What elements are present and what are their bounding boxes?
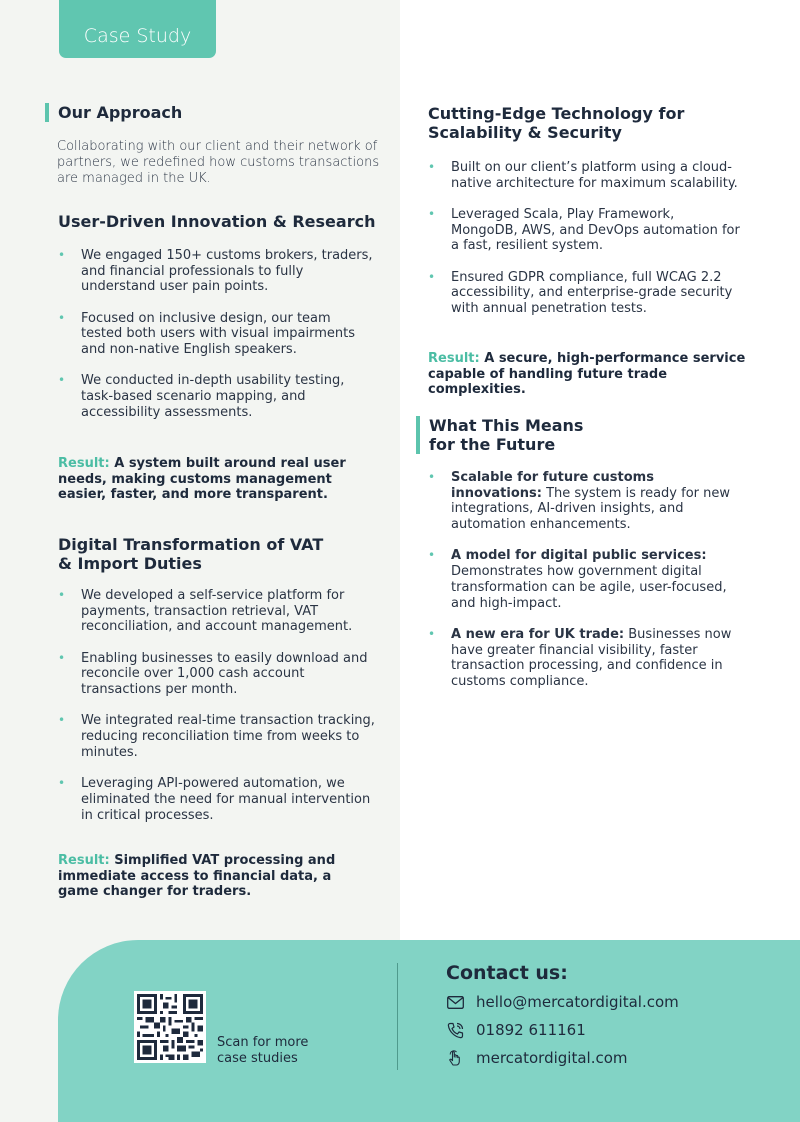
digital-result (58, 853, 358, 900)
future-title-line2: for the Future (429, 435, 556, 454)
tech-result (428, 351, 758, 398)
envelope-icon (446, 993, 464, 1011)
case-study-tag: Case Study (59, 0, 216, 58)
item-bold: A new era for UK trade: (451, 626, 625, 642)
footer-divider (397, 963, 398, 1070)
innovation-bullets (58, 248, 374, 436)
future-list (428, 470, 740, 705)
list-item (428, 548, 740, 611)
digital-title (58, 535, 388, 573)
our-approach-section (45, 103, 385, 122)
list-item: • Leveraging API-powered automation, we eliminated the need for manual intervention in critical processes. (58, 776, 376, 823)
scan-caption (217, 1035, 308, 1066)
website-text[interactable]: mercatordigital.com (476, 1049, 628, 1067)
list-item: • We conducted in-depth usability testing, task-based scenario mapping, and accessibility assessments. (58, 373, 374, 420)
contact-website[interactable] (446, 1049, 628, 1067)
tech-title-line2: Scalability & Security (428, 123, 622, 142)
item-text: Demonstrates how government digital transformation can be agile, user-focused, and high-impact. (451, 564, 727, 611)
list-item: • We integrated real-time transaction tracking, reducing reconciliation time from weeks to minutes. (58, 713, 376, 760)
result-text: A system built around real user needs, making customs management easier, faster, and more transparent. (58, 456, 346, 503)
qr-code[interactable] (134, 991, 206, 1063)
result-text: Simplified VAT processing and immediate access to financial data, a game changer for traders. (58, 853, 336, 900)
list-item: • We engaged 150+ customs brokers, traders, and financial professionals to fully understand user pain points. (58, 248, 374, 295)
tech-bullets (428, 160, 744, 332)
tech-title-line1: Cutting-Edge Technology for (428, 104, 685, 123)
item-bold: A model for digital public services: (451, 548, 707, 564)
our-approach-text: Collaborating with our client and their network of partners, we redefined how customs transactions are managed in the UK. (57, 139, 380, 186)
contact-title: Contact us: (446, 962, 568, 984)
innovation-title: User-Driven Innovation & Research (58, 212, 376, 231)
list-item (428, 470, 740, 533)
tech-title (428, 104, 768, 142)
digital-bullets (58, 588, 376, 839)
result-label: Result: (58, 456, 110, 471)
list-item: • Focused on inclusive design, our team tested both users with visual impairments and non-native English speakers. (58, 311, 374, 358)
future-title (416, 416, 716, 454)
list-item (428, 627, 740, 690)
innovation-result (58, 456, 376, 503)
our-approach-title: Our Approach (45, 103, 385, 122)
result-label: Result: (58, 853, 110, 868)
digital-title-line1: Digital Transformation of VAT (58, 535, 324, 554)
digital-title-line2: & Import Duties (58, 554, 202, 573)
scan-line2: case studies (217, 1050, 298, 1066)
phone-text[interactable]: 01892 611161 (476, 1021, 586, 1039)
list-item: • Built on our client’s platform using a cloud-native architecture for maximum scalability. (428, 160, 744, 191)
result-label: Result: (428, 351, 480, 366)
phone-icon (446, 1021, 464, 1039)
item-text: Businesses now have greater financial visibility, faster transaction processing, and confidence in customs compliance. (451, 626, 732, 689)
list-item: • Leveraged Scala, Play Framework, MongoDB, AWS, and DevOps automation for a fast, resilient system. (428, 207, 744, 254)
contact-email[interactable] (446, 993, 679, 1011)
result-text: A secure, high-performance service capable of handling future trade complexities. (428, 351, 746, 398)
scan-line1: Scan for more (217, 1035, 309, 1050)
future-title-line1: What This Means (429, 416, 584, 435)
footer-panel (58, 940, 800, 1122)
contact-phone[interactable] (446, 1021, 586, 1039)
list-item: • We developed a self-service platform for payments, transaction retrieval, VAT reconciliation, and account management. (58, 588, 376, 635)
list-item: • Enabling businesses to easily download and reconcile over 1,000 cash account transactions per month. (58, 651, 376, 698)
email-text[interactable]: hello@mercatordigital.com (476, 993, 679, 1011)
item-text: The system is ready for new integrations, AI-driven insights, and automation enhancements. (451, 485, 731, 533)
item-bold: Scalable for future customs innovations: (451, 470, 654, 501)
list-item: • Ensured GDPR compliance, full WCAG 2.2 accessibility, and enterprise-grade security with annual penetration tests. (428, 270, 744, 317)
pointer-hand-icon (446, 1049, 464, 1067)
